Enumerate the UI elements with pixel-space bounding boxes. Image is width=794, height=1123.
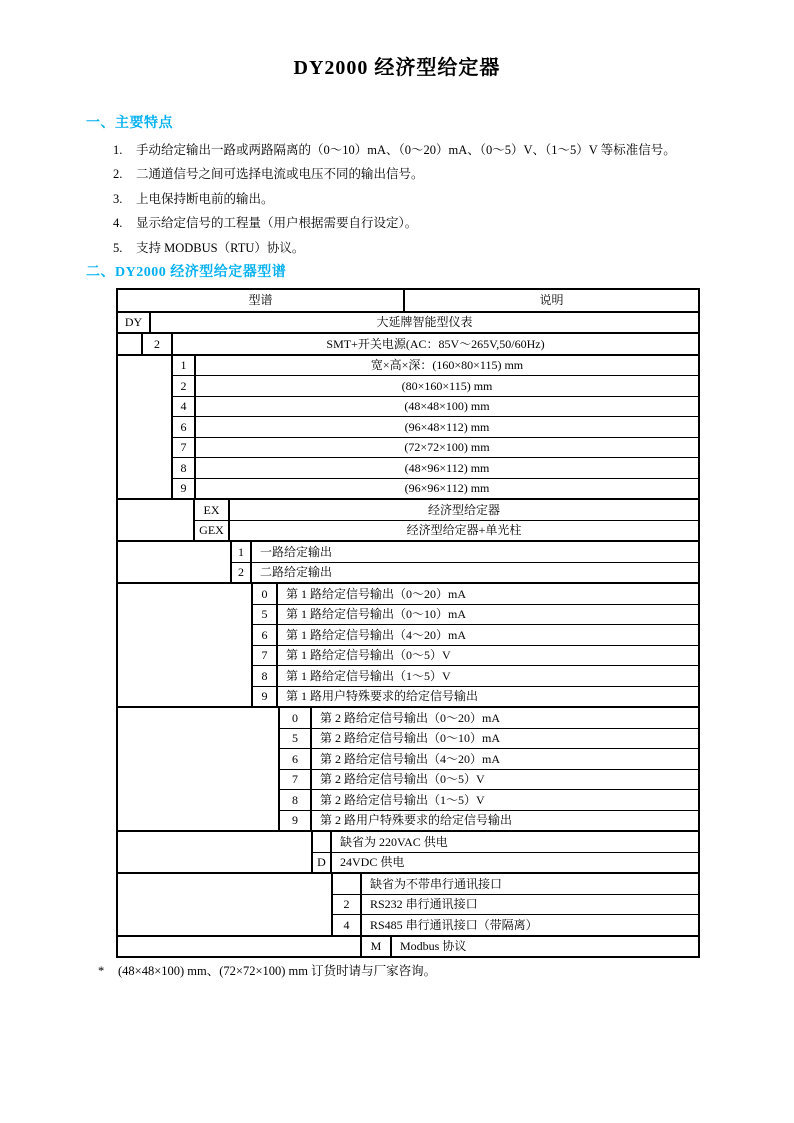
table-row [173,396,698,417]
code-cell: 8 [253,666,278,686]
table-group [118,935,698,957]
table-row [173,457,698,478]
table-row [253,665,698,686]
group-rows [173,356,698,499]
table-row [280,728,698,749]
code-cell [333,874,362,894]
table-group [118,354,698,499]
code-cell: 0 [280,708,312,728]
desc-cell: 第 2 路给定信号输出（1～5）V [320,792,485,807]
desc-cell: (96×96×112) mm [404,481,490,496]
table-row [195,520,698,541]
code-cell: 7 [280,770,312,790]
list-item-text: 手动给定输出一路或两路隔离的（0～10）mA、（0～20）mA、（0～5）V、（1～5）V 等标准信号。 [136,142,676,157]
code-cell: 2 [333,895,362,915]
group-rows [362,937,698,957]
indent-cell [118,542,232,582]
footnote [98,963,794,979]
code-cell: 6 [253,625,278,645]
indent-cell [118,356,173,499]
indent-cell [118,874,333,935]
list-item [113,166,794,182]
table-row [333,914,698,935]
desc-cell: 第 2 路给定信号输出（4～20）mA [320,751,501,766]
list-item-text: 二通道信号之间可选择电流或电压不同的输出信号。 [136,167,424,181]
section1-heading: 一、主要特点 [86,116,173,131]
desc-cell: 第 1 路给定信号输出（0～20）mA [286,586,467,601]
desc-cell: 第 2 路给定信号输出（0～20）mA [320,710,501,725]
desc-cell: (72×72×100) mm [404,440,490,455]
table-row [280,789,698,810]
table-header-row [118,290,698,313]
desc-cell: 第 1 路用户特殊要求的给定信号输出 [286,689,479,704]
indent-cell [118,584,253,706]
indent-cell [118,334,143,354]
list-item [113,191,794,207]
code-cell: GEX [195,521,230,541]
table-row [253,645,698,666]
table-row [333,874,698,894]
indent-cell [118,708,280,830]
table-row [253,604,698,625]
desc-cell: (96×48×112) mm [404,419,490,434]
desc-cell: 经济型给定器 [427,502,500,517]
list-item-text: 支持 MODBUS（RTU）协议。 [136,240,305,255]
code-cell: 8 [173,458,196,478]
desc-cell: 第 2 路给定信号输出（0～10）mA [320,731,501,746]
desc-cell: 经济型给定器+单光柱 [406,523,522,538]
desc-cell: 第 2 路给定信号输出（0～5）V [320,772,485,787]
table-row [280,810,698,831]
desc-cell: RS485 串行通讯接口（带隔离） [370,917,538,932]
code-cell: 0 [253,584,278,604]
table-row [280,708,698,728]
code-cell: EX [195,500,230,520]
table-row [280,769,698,790]
table-group [118,830,698,872]
code-cell: 7 [173,438,196,458]
table-group [118,582,698,706]
list-item-number: 1. [113,142,123,157]
table-group [118,706,698,830]
code-cell: 2 [173,376,196,396]
code-cell: 4 [173,397,196,417]
group-rows [143,334,698,354]
code-cell: 1 [232,542,252,562]
group-rows [253,584,698,706]
desc-cell: 第 1 路给定信号输出（0～10）mA [286,607,467,622]
table-row [232,542,698,562]
table-row [333,894,698,915]
desc-cell: 第 1 路给定信号输出（4～20）mA [286,627,467,642]
feature-list [113,142,794,256]
list-item [113,240,794,256]
desc-cell: (48×96×112) mm [404,460,490,475]
list-item [113,142,794,158]
desc-cell: RS232 串行通讯接口 [370,897,478,912]
table-row [313,832,698,852]
table-row [173,356,698,376]
code-cell: 2 [143,334,173,354]
code-cell: 6 [173,417,196,437]
group-rows [333,874,698,935]
table-row [173,375,698,396]
indent-cell [118,832,313,872]
list-item-number: 5. [113,240,123,255]
desc-cell: (80×160×115) mm [401,378,493,393]
footnote-text: (48×48×100) mm、(72×72×100) mm 订货时请与厂家咨询。 [118,964,437,978]
code-cell: 5 [280,729,312,749]
code-cell [313,832,332,852]
footnote-marker: * [98,964,105,978]
table-row [173,437,698,458]
section2-heading: 二、DY2000 经济型给定器型谱 [86,264,287,280]
list-item [113,215,794,231]
desc-cell: 第 1 路给定信号输出（1～5）V [286,668,451,683]
table-group [118,872,698,935]
code-cell: 8 [280,790,312,810]
group-rows [280,708,698,830]
code-cell: 9 [280,811,312,831]
table-row [143,334,698,354]
desc-cell: (48×48×100) mm [404,399,490,414]
table-row [253,686,698,707]
code-cell: 6 [280,749,312,769]
code-cell: 7 [253,646,278,666]
code-cell: 4 [333,915,362,935]
table-row [118,313,698,333]
group-rows [313,832,698,872]
list-item-number: 4. [113,216,123,230]
desc-cell: SMT+开关电源(AC：85V～265V,50/60Hz) [326,336,545,351]
table-row [232,562,698,583]
code-cell: DY [118,313,151,333]
table-group [118,332,698,354]
header-cell-model: 型谱 [118,290,405,311]
desc-cell: 第 1 路给定信号输出（0～5）V [286,648,451,663]
desc-cell: 宽×高×深：(160×80×115) mm [370,358,524,373]
list-item-number: 3. [113,191,123,206]
table-row [253,624,698,645]
list-item-number: 2. [113,167,123,181]
table-row [173,478,698,499]
list-item-text: 上电保持断电前的输出。 [136,191,274,206]
page-title: DY2000 经济型给定器 [293,57,501,79]
desc-cell: 缺省为 220VAC 供电 [340,834,448,849]
desc-cell: 24VDC 供电 [340,855,405,870]
desc-cell: Modbus 协议 [400,939,467,954]
indent-cell [118,500,195,540]
desc-cell: 第 2 路用户特殊要求的给定信号输出 [320,813,513,828]
table-row [362,937,698,957]
code-cell: 9 [253,687,278,707]
table-row [173,416,698,437]
code-cell: M [362,937,392,957]
code-cell: 1 [173,356,196,376]
model-spectrum-table [116,288,700,959]
group-rows [118,313,698,333]
table-row [313,852,698,873]
header-cell-description: 说明 [539,293,564,307]
list-item-text: 显示给定信号的工程量（用户根据需要自行设定）。 [136,216,418,230]
code-cell: 9 [173,479,196,499]
table-row [253,584,698,604]
desc-cell: 缺省为不带串行通讯接口 [370,876,503,891]
table-row [195,500,698,520]
code-cell: 2 [232,563,252,583]
code-cell: 5 [253,605,278,625]
indent-cell [118,937,362,957]
code-cell: D [313,853,332,873]
desc-cell: 二路给定输出 [260,565,333,580]
group-rows [195,500,698,540]
table-group [118,540,698,582]
desc-cell: 大延牌智能型仪表 [376,315,473,330]
table-group [118,498,698,540]
group-rows [232,542,698,582]
table-group [118,313,698,333]
desc-cell: 一路给定输出 [260,544,333,559]
table-row [280,748,698,769]
